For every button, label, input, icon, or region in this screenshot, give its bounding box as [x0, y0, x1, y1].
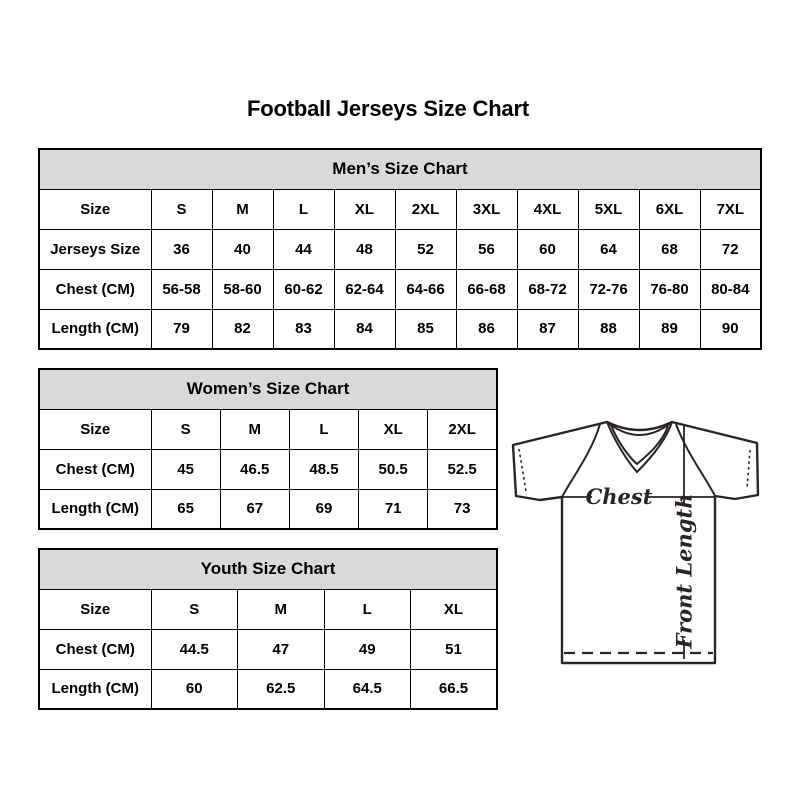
value-cell: 64.5: [324, 669, 411, 709]
value-cell: 88: [578, 309, 639, 349]
row-label-cell: Chest (CM): [39, 449, 151, 489]
page-title: Football Jerseys Size Chart: [247, 96, 529, 121]
value-cell: 2XL: [395, 189, 456, 229]
table-title: Women’s Size Chart: [39, 369, 497, 409]
womens-size-table: [38, 368, 498, 530]
value-cell: L: [273, 189, 334, 229]
value-cell: S: [151, 589, 238, 629]
jersey-outline: [513, 422, 758, 663]
table-row: [39, 489, 497, 529]
value-cell: 71: [359, 489, 428, 529]
row-label-cell: Chest (CM): [39, 629, 151, 669]
value-cell: 84: [334, 309, 395, 349]
row-label-cell: Length (CM): [39, 309, 151, 349]
value-cell: 68-72: [517, 269, 578, 309]
value-cell: 60: [517, 229, 578, 269]
value-cell: 47: [238, 629, 325, 669]
table-row: [39, 629, 497, 669]
table-row: [39, 269, 761, 309]
value-cell: 49: [324, 629, 411, 669]
value-cell: 52: [395, 229, 456, 269]
value-cell: 3XL: [456, 189, 517, 229]
value-cell: 73: [428, 489, 497, 529]
value-cell: 62-64: [334, 269, 395, 309]
table-row: [39, 589, 497, 629]
mens-size-table: [38, 148, 762, 350]
value-cell: S: [151, 409, 220, 449]
row-label-cell: Size: [39, 409, 151, 449]
value-cell: 60: [151, 669, 238, 709]
value-cell: 66-68: [456, 269, 517, 309]
row-label-cell: Size: [39, 589, 151, 629]
value-cell: 4XL: [517, 189, 578, 229]
row-label-cell: Length (CM): [39, 489, 151, 529]
value-cell: 65: [151, 489, 220, 529]
value-cell: 76-80: [639, 269, 700, 309]
value-cell: M: [212, 189, 273, 229]
value-cell: 80-84: [700, 269, 761, 309]
chest-label: Chest: [585, 484, 653, 509]
value-cell: L: [324, 589, 411, 629]
value-cell: 72: [700, 229, 761, 269]
value-cell: 67: [220, 489, 289, 529]
value-cell: 85: [395, 309, 456, 349]
value-cell: XL: [411, 589, 498, 629]
value-cell: 87: [517, 309, 578, 349]
value-cell: S: [151, 189, 212, 229]
youth-size-table: [38, 548, 498, 710]
value-cell: 66.5: [411, 669, 498, 709]
table-row: [39, 409, 497, 449]
value-cell: 45: [151, 449, 220, 489]
row-label-cell: Jerseys Size: [39, 229, 151, 269]
value-cell: 89: [639, 309, 700, 349]
value-cell: 79: [151, 309, 212, 349]
value-cell: 64-66: [395, 269, 456, 309]
value-cell: 51: [411, 629, 498, 669]
row-label-cell: Chest (CM): [39, 269, 151, 309]
value-cell: 48: [334, 229, 395, 269]
table-row: [39, 189, 761, 229]
row-label-cell: Length (CM): [39, 669, 151, 709]
value-cell: 52.5: [428, 449, 497, 489]
row-label-cell: Size: [39, 189, 151, 229]
value-cell: 60-62: [273, 269, 334, 309]
value-cell: 86: [456, 309, 517, 349]
value-cell: 58-60: [212, 269, 273, 309]
value-cell: 56-58: [151, 269, 212, 309]
value-cell: 36: [151, 229, 212, 269]
value-cell: 56: [456, 229, 517, 269]
value-cell: 6XL: [639, 189, 700, 229]
value-cell: 69: [289, 489, 358, 529]
value-cell: 7XL: [700, 189, 761, 229]
value-cell: 62.5: [238, 669, 325, 709]
table-title: Men’s Size Chart: [39, 149, 761, 189]
value-cell: XL: [334, 189, 395, 229]
table-row: [39, 449, 497, 489]
value-cell: 40: [212, 229, 273, 269]
front-length-label: Front Length: [671, 493, 697, 649]
value-cell: 48.5: [289, 449, 358, 489]
value-cell: 64: [578, 229, 639, 269]
value-cell: 82: [212, 309, 273, 349]
value-cell: 2XL: [428, 409, 497, 449]
table-row: [39, 309, 761, 349]
jersey-measurement-diagram: [500, 400, 780, 680]
value-cell: 50.5: [359, 449, 428, 489]
value-cell: XL: [359, 409, 428, 449]
value-cell: 72-76: [578, 269, 639, 309]
value-cell: 46.5: [220, 449, 289, 489]
table-row: [39, 229, 761, 269]
value-cell: L: [289, 409, 358, 449]
table-title: Youth Size Chart: [39, 549, 497, 589]
value-cell: M: [238, 589, 325, 629]
value-cell: 44: [273, 229, 334, 269]
value-cell: 44.5: [151, 629, 238, 669]
value-cell: M: [220, 409, 289, 449]
value-cell: 5XL: [578, 189, 639, 229]
value-cell: 83: [273, 309, 334, 349]
value-cell: 90: [700, 309, 761, 349]
table-row: [39, 669, 497, 709]
value-cell: 68: [639, 229, 700, 269]
